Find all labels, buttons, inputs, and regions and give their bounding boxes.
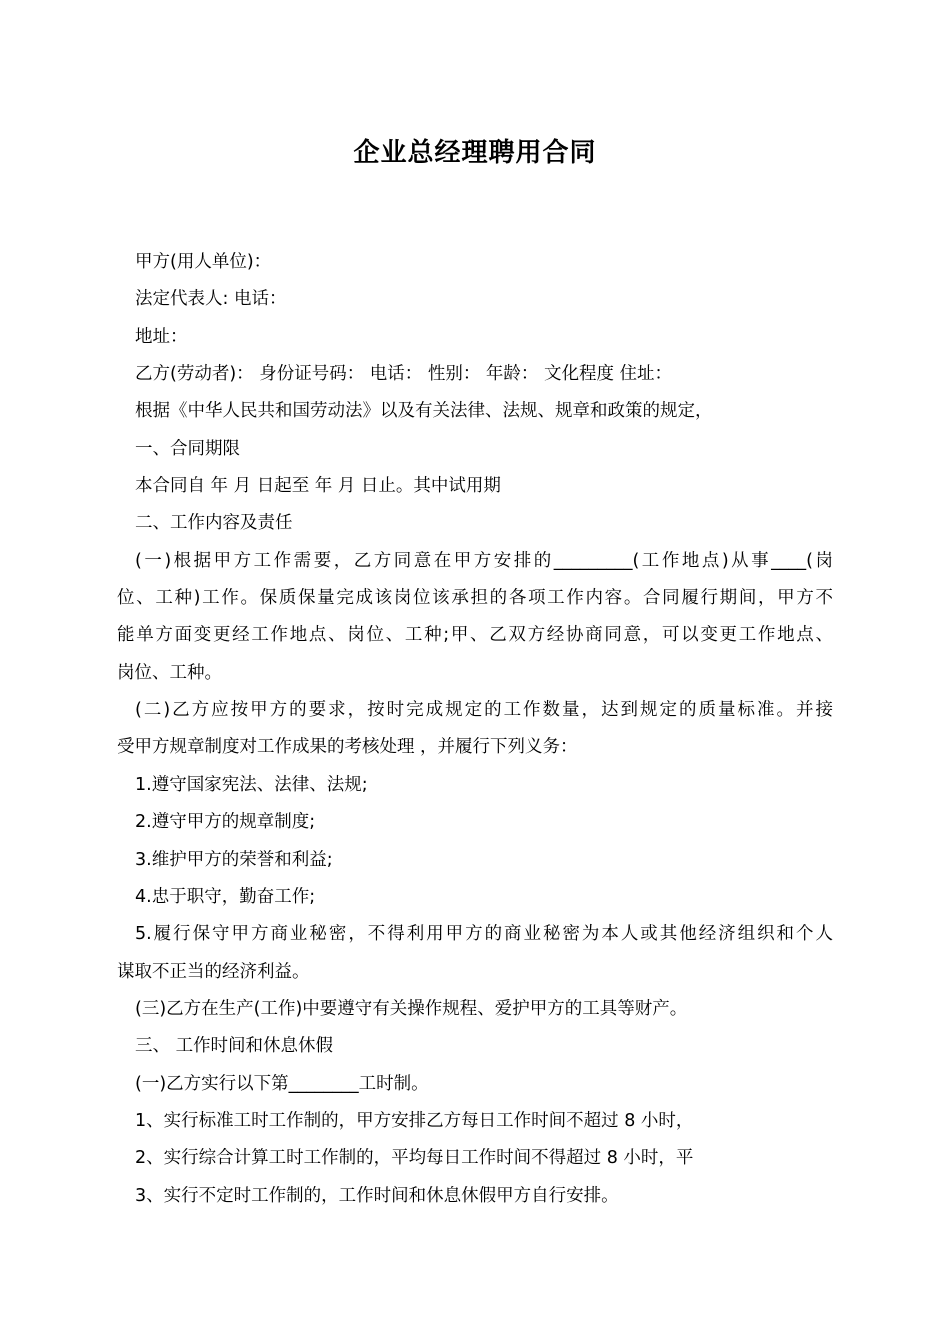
text-line: 一、合同期限 [135, 438, 240, 459]
text-line: 谋取不正当的经济利益。 [117, 961, 310, 982]
text-line: 2、实行综合计算工时工作制的，平均每日工作时间不得超过 8 小时，平 [135, 1148, 694, 1169]
text-line: 1、实行标准工时工作制的，甲方安排乙方每日工作时间不超过 8 小时， [135, 1110, 694, 1131]
text-line: (一)乙方实行以下第________工时制。 [135, 1073, 429, 1094]
text-line: 2.遵守甲方的规章制度; [135, 812, 316, 833]
text-line: 5.履行保守甲方商业秘密，不得利用甲方的商业秘密为本人或其他经济组织和个人 [135, 924, 833, 945]
text-line: 地址： [135, 326, 188, 347]
text-line: 受甲方规章制度对工作成果的考核处理 ，并履行下列义务： [117, 737, 578, 758]
document-title: 企业总经理聘用合同 [353, 138, 597, 168]
text-line: 1.遵守国家宪法、法律、法规; [135, 774, 368, 795]
text-line: (三)乙方在生产(工作)中要遵守有关操作规程、爱护甲方的工具等财产。 [135, 998, 688, 1019]
text-line: 二、工作内容及责任 [135, 513, 293, 534]
text-line: 4.忠于职守，勤奋工作; [135, 886, 316, 907]
text-line: 本合同自 年 月 日起至 年 月 日止。其中试用期 [135, 476, 501, 497]
text-line: (二)乙方应按甲方的要求，按时完成规定的工作数量，达到规定的质量标准。并接 [135, 700, 833, 721]
text-line: 甲方(用人单位)： [135, 252, 272, 272]
text-line: 3、实行不定时工作制的，工作时间和休息休假甲方自行安排。 [135, 1185, 619, 1206]
text-line: 法定代表人: 电话： [135, 289, 287, 310]
text-line: 三、 工作时间和休息休假 [135, 1036, 334, 1057]
text-line: 根据《中华人民共和国劳动法》以及有关法律、法规、规章和政策的规定， [135, 401, 713, 422]
text-line: 岗位、工种。 [117, 662, 222, 683]
document-body [117, 244, 833, 1215]
text-line: 3.维护甲方的荣誉和利益; [135, 849, 333, 870]
text-line: 位、工种)工作。保质保量完成该岗位该承担的各项工作内容。合同履行期间，甲方不 [117, 588, 833, 609]
text-line: (一)根据甲方工作需要，乙方同意在甲方安排的_________(工作地点)从事____(岗 [135, 550, 833, 571]
text-line: 乙方(劳动者)： 身份证号码： 电话： 性别： 年龄： 文化程度 住址： [135, 364, 673, 385]
text-line: 能单方面变更经工作地点、岗位、工种;甲、乙双方经协商同意，可以变更工作地点、 [117, 625, 833, 646]
